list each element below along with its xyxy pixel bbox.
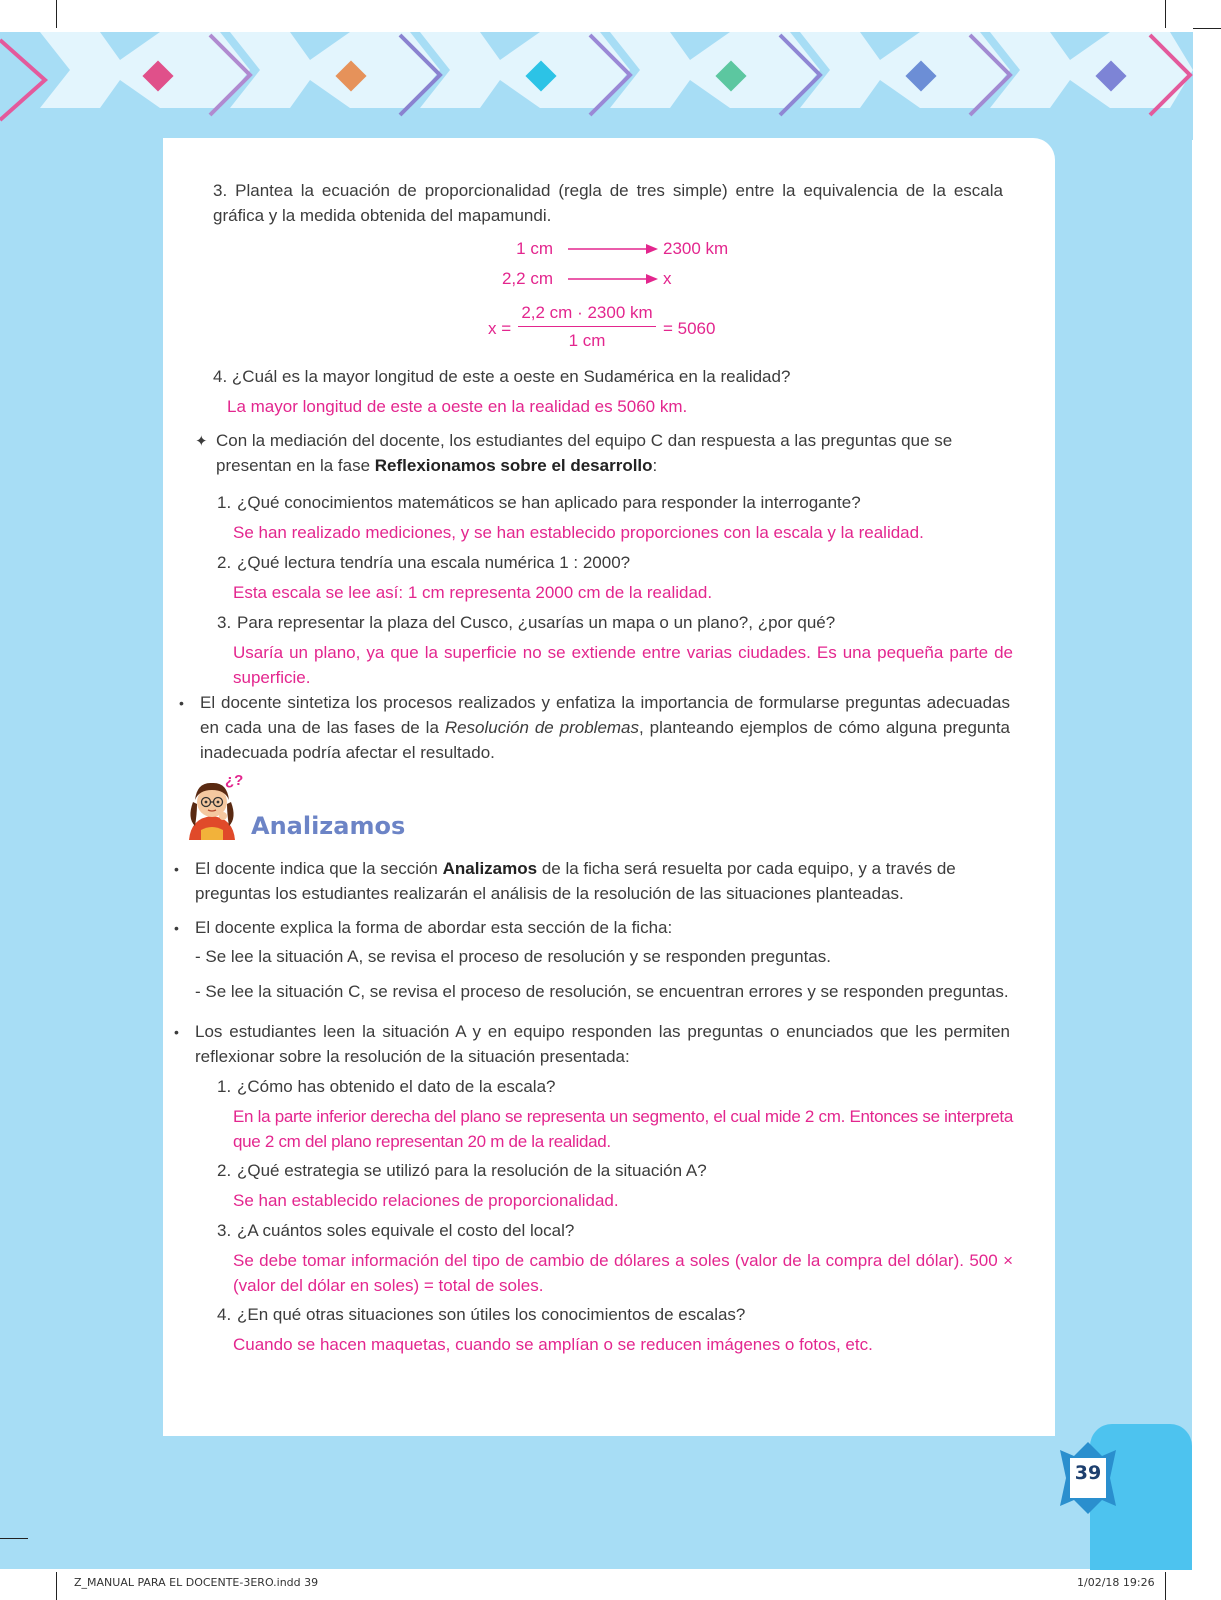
proportion-arrows (568, 240, 658, 290)
synthesis-text: El docente sintetiza los procesos realizados y enfatiza la importancia de formularse preguntas adecuadas en cada una de las fases de la (200, 693, 1010, 737)
approach-step-2: - Se lee la situación C, se revisa el proceso de resolución, se encuentran errores y se responden preguntas. (195, 982, 1009, 1001)
students-paragraph: Los estudiantes leen la situación A y en equipo responden las preguntas o enunciados que les permiten reflexionar sobre la resolución de la situación presentada: (195, 1022, 1010, 1066)
question-number: 2. (217, 1161, 232, 1180)
reflect-answer-1: Se han realizado mediciones, y se han establecido proporciones con la escala y la realidad. (233, 523, 924, 542)
question-number: 3. (217, 613, 232, 632)
question-number: 1. (217, 493, 232, 512)
bullet-icon: • (174, 1024, 179, 1040)
synthesis-italic: Resolución de problemas (444, 718, 640, 737)
analysis-answer-4: Cuando se hacen maquetas, cuando se amplían o se reducen imágenes o fotos, etc. (233, 1335, 873, 1354)
item-number: 3. (213, 181, 228, 200)
analizamos-intro-paragraph (195, 856, 1015, 906)
question-text: ¿Qué lectura tendría una escala numérica 1 : 2000? (237, 553, 631, 572)
reflect-question-3 (217, 610, 1007, 635)
question-number: 2. (217, 553, 232, 572)
analysis-question-3 (217, 1218, 1007, 1243)
proportion-r2-right: x (663, 269, 672, 288)
question-text: ¿En qué otras situaciones son útiles los conocimientos de escalas? (237, 1305, 746, 1324)
question-text: Para representar la plaza del Cusco, ¿usarías un mapa o un plano?, ¿por qué? (237, 613, 836, 632)
question-marks: ¿? (225, 772, 244, 789)
content (163, 138, 1055, 1436)
proportion-r1-left: 1 cm (516, 239, 553, 258)
synthesis-text-end: , planteando ejemplos de cómo alguna pregunta inadecuada podría afectar el resultado. (200, 718, 1010, 762)
star-bullet-icon: ✦ (195, 433, 208, 450)
synthesis-paragraph (200, 690, 1010, 765)
crop-mark (0, 1538, 28, 1539)
mediation-text: Con la mediación del docente, los estudiantes del equipo C dan respuesta a las preguntas que se presentan en la fase (216, 431, 953, 475)
reflect-answer-2: Esta escala se lee así: 1 cm representa 2000 cm de la realidad. (233, 583, 713, 602)
analysis-question-2 (217, 1158, 1007, 1183)
question-text: ¿Qué conocimientos matemáticos se han aplicado para responder la interrogante? (237, 493, 861, 512)
crop-mark (56, 0, 57, 28)
analysis-answer-2: Se han establecido relaciones de proporcionalidad. (233, 1191, 619, 1210)
page-number: 39 (1074, 1462, 1102, 1484)
fraction-denominator: 1 cm (568, 331, 606, 350)
bullet-icon: • (179, 695, 184, 711)
crop-mark (1165, 0, 1166, 28)
paragraph-bold: Analizamos (442, 859, 538, 878)
paragraph-text-end: de la ficha será resuelta por cada equipo, y a través de preguntas los estudiantes realizarán el análisis de la resolución de las situaciones planteadas. (195, 859, 956, 903)
mediation-paragraph (216, 428, 1024, 478)
bullet-icon: • (174, 861, 179, 877)
proportion-r1-right: 2300 km (663, 239, 729, 258)
analysis-answer-1: En la parte inferior derecha del plano se representa un segmento, el cual mide 2 cm. Entonces se interpreta que 2 cm del plano representan 20 m de la realidad. (233, 1107, 1013, 1151)
proportion-r2-left: 2,2 cm (501, 269, 553, 288)
arrow-icon (568, 244, 658, 254)
item-3 (213, 178, 1003, 228)
question-text: ¿Cómo has obtenido el dato de la escala? (237, 1077, 556, 1096)
crop-mark (1165, 1572, 1166, 1600)
analizamos-heading: Analizamos (251, 812, 406, 840)
question-number: 1. (217, 1077, 232, 1096)
item-4-answer: La mayor longitud de este a oeste en la realidad es 5060 km. (227, 397, 688, 416)
reflect-question-1 (217, 490, 1007, 515)
arrow-icon (568, 274, 658, 284)
analysis-question-1 (217, 1074, 1007, 1099)
decorative-banner (0, 0, 1193, 140)
mediation-text-end: : (652, 456, 658, 475)
analysis-answer-3: Se debe tomar información del tipo de cambio de dólares a soles (valor de la compra del dólar). 500 × (valor del dólar en soles) = total de soles. (233, 1251, 1013, 1295)
crop-mark (56, 1572, 57, 1600)
question-text: ¿Qué estrategia se utilizó para la resolución de la situación A? (237, 1161, 707, 1180)
question-number: 4. (217, 1305, 232, 1324)
question-number: 3. (217, 1221, 232, 1240)
crop-mark (1193, 28, 1221, 29)
approach-paragraph: El docente explica la forma de abordar esta sección de la ficha: (195, 918, 673, 937)
fraction-x-equals: x = (488, 319, 512, 338)
approach-step-1: - Se lee la situación A, se revisa el proceso de resolución y se responden preguntas. (195, 947, 831, 966)
fraction-result: = 5060 (663, 319, 716, 338)
paragraph-text: El docente indica que la sección (195, 859, 443, 878)
item-number: 4. (213, 367, 228, 386)
bullet-icon: • (174, 920, 179, 936)
footer-filename: Z_MANUAL PARA EL DOCENTE-3ERO.indd 39 (74, 1576, 319, 1589)
footer-timestamp: 1/02/18 19:26 (1077, 1576, 1155, 1589)
mediation-bold: Reflexionamos sobre el desarrollo (374, 456, 653, 475)
item-text: ¿Cuál es la mayor longitud de este a oeste en Sudamérica en la realidad? (231, 367, 791, 386)
right-margin (1192, 140, 1221, 1570)
fraction-numerator: 2,2 cm · 2300 km (521, 303, 653, 322)
item-text: Plantea la ecuación de proporcionalidad (regla de tres simple) entre la equivalencia de la escala gráfica y la medida obtenida del mapamundi. (213, 181, 1003, 225)
fraction-bar (518, 326, 656, 327)
item-4-question (213, 364, 1003, 389)
question-text: ¿A cuántos soles equivale el costo del local? (237, 1221, 575, 1240)
reflect-question-2 (217, 550, 1007, 575)
content-panel (163, 138, 1055, 1436)
analysis-question-4 (217, 1302, 1007, 1327)
reflect-answer-3: Usaría un plano, ya que la superficie no se extiende entre varias ciudades. Es una pequeña parte de superficie. (233, 643, 1013, 687)
